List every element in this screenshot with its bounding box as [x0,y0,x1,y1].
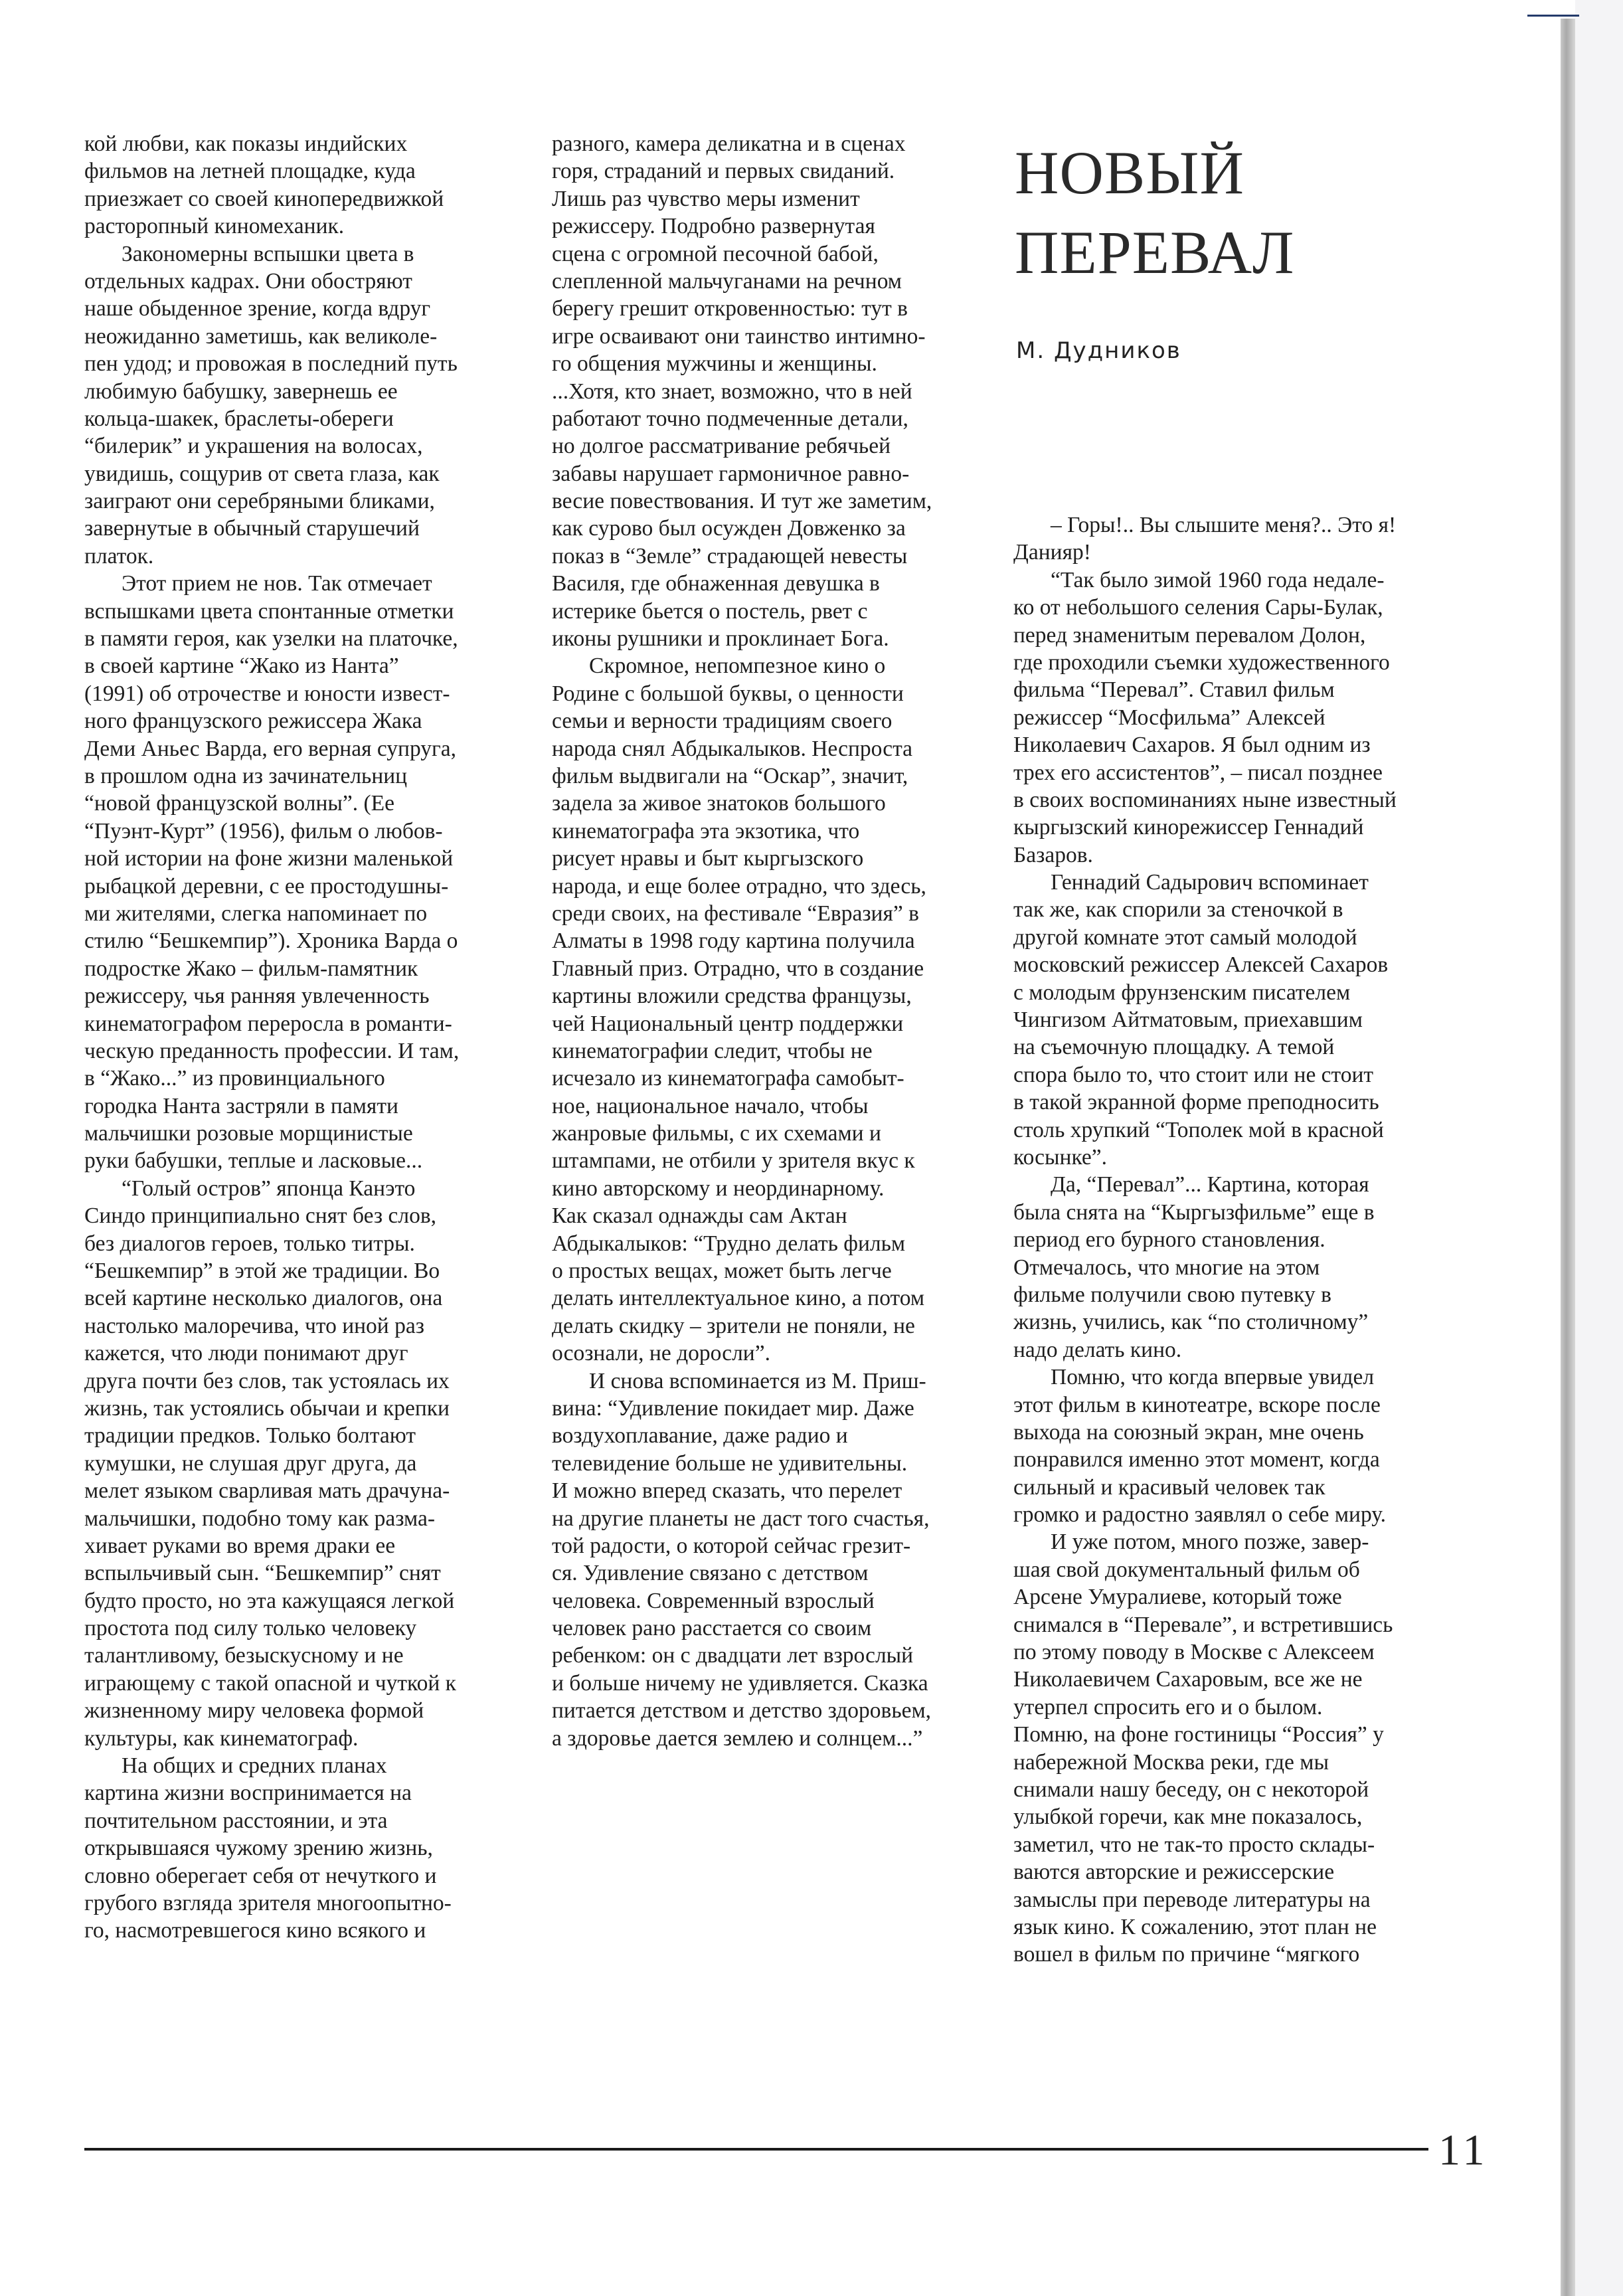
text-line: кинематографии следит, чтобы не [552,1038,873,1063]
text-line: кинематографа эта экзотика, что [552,818,860,843]
text-line: телевидение больше не удивительны. [552,1451,908,1476]
text-line: столь хрупкий “Тополек мой в красной [1013,1117,1384,1142]
text-line: громко и радостно заявлял о себе миру. [1013,1502,1387,1528]
text-line: подростке Жако – фильм-памятник [84,956,418,981]
text-line: простота под силу только человеку [84,1616,417,1641]
text-line: исчезало из кинематографа самобыт- [552,1066,904,1091]
text-line: платок. [84,543,154,569]
text-line: “билерик” и украшения на волосах, [84,434,423,459]
text-line: Василя, где обнаженная девушка в [552,571,880,596]
text-line: иконы рушники и проклинает Бога. [552,626,889,652]
text-line: этот фильм в кинотеатре, вскоре после [1013,1392,1381,1417]
text-line: рыбацкой деревни, с ее простодушны- [84,873,449,899]
text-line: берегу грешит откровенностью: тут в [552,296,908,321]
text-line: Николаевичем Сахаровым, все же не [1013,1667,1363,1692]
text-line: перед знаменитым перевалом Долон, [1013,622,1366,648]
text-column-2 [552,130,990,1752]
text-line: выхода на союзный экран, мне очень [1013,1419,1364,1445]
text-line: без диалогов героев, только титры. [84,1231,415,1256]
text-line: – Горы!.. Вы слышите меня?.. Это я! [1051,513,1397,537]
text-line: ного французского режиссера Жака [84,709,422,734]
text-line: в “Жако...” из провинциального [84,1066,385,1091]
text-line: а здоровье дается землею и солнцем...” [552,1725,923,1751]
text-line: словно оберегает себя от нечуткого и [84,1863,437,1888]
text-line: мальчишки, подобно тому как разма- [84,1506,436,1531]
text-line: на съемочную площадку. А темой [1013,1035,1335,1060]
text-line: приезжает со своей кинопередвижкой [84,186,444,211]
text-line: “новой французской волны”. (Ее [84,791,395,816]
text-line: ся. Удивление связано с детством [552,1561,869,1586]
text-line: Закономерны вспышки цвета в [122,241,414,266]
text-line: сильный и красивый человек так [1013,1474,1325,1500]
text-line: и больше ничему не удивляется. Сказка [552,1670,928,1696]
text-line: любимую бабушку, завернешь ее [84,379,398,404]
text-line: го общения мужчины и женщины. [552,351,877,377]
text-line: Помню, на фоне гостиницы “Россия” у [1013,1722,1384,1747]
text-line: пен удод; и провожая в последний путь [84,351,458,377]
text-line: настолько малоречива, что иной раз [84,1313,424,1338]
text-line: завернутые в обычный старушечий [84,516,420,541]
text-line: человека. Современный взрослый [552,1588,875,1613]
text-line: вина: “Удивление покидает мир. Даже [552,1395,914,1421]
text-line: кольца-шакек, браслеты-обереги [84,406,394,431]
text-line: всей картине несколько диалогов, она [84,1286,443,1311]
text-line: играющему с такой опасной и чуткой к [84,1670,456,1696]
text-line: жизнь, так устоялись обычаи и крепки [84,1395,450,1421]
page-number: 11 [1438,2126,1489,2174]
text-line: на другие планеты не даст того счастья, [552,1506,930,1531]
text-line: той радости, о которой сейчас грезит- [552,1533,911,1558]
text-line: Родине с большой буквы, о ценности [552,681,904,706]
text-line: ной истории на фоне жизни маленькой [84,846,454,871]
text-line: хивает руками во время драки ее [84,1533,396,1558]
text-line: истерике бьется о постель, рвет с [552,598,868,624]
text-line: картина жизни воспринимается на [84,1781,412,1806]
text-line: отдельных кадрах. Они обостряют [84,268,412,294]
text-line: делать интеллектуальное кино, а потом [552,1286,925,1311]
text-line: горя, страданий и первых свиданий. [552,159,895,184]
text-line: Николаевич Сахаров. Я был одним из [1013,733,1371,758]
text-line: Скромное, непомпезное кино о [589,654,886,679]
text-line: Этот прием не нов. Так отмечает [122,571,432,596]
text-line: талантливому, безыскусному и не [84,1643,404,1668]
text-line: Алматы в 1998 году картина получила [552,928,915,954]
text-line: другой комнате этот самый молодой [1013,925,1357,950]
text-line: “Бешкемпир” в этой же традиции. Во [84,1259,440,1284]
text-line: стилю “Бешкемпир”). Хроника Варда о [84,928,458,954]
page-spine-shadow [1561,19,1575,2296]
text-line: заиграют они серебряными бликами, [84,489,435,514]
text-line: язык кино. К сожалению, этот план не [1013,1914,1377,1939]
text-line: “Пуэнт-Курт” (1956), фильм о любов- [84,818,443,843]
text-line: “Голый остров” японца Канэто [122,1176,416,1201]
text-line: (1991) об отрочестве и юности извест- [84,681,450,706]
text-line: Геннадий Садырович вспоминает [1051,870,1369,895]
text-line: Помню, что когда впервые увидел [1051,1365,1375,1390]
text-line: кыргызский кинорежиссер Геннадий [1013,815,1364,840]
text-line: картины вложили средства французы, [552,984,912,1009]
text-line: была снята на “Кыргызфильме” еще в [1013,1199,1375,1225]
article-title-line-2: ПЕРЕВАЛ [1015,219,1295,286]
text-line: воздухоплавание, даже радио и [552,1423,848,1449]
text-line: забавы нарушает гармоничное равно- [552,461,910,486]
text-line: Как сказал однажды сам Актан [552,1203,847,1229]
text-line: Арсене Умуралиеве, который тоже [1013,1585,1342,1610]
text-line: жизнь, учились, как “по столичному” [1013,1310,1369,1335]
text-line: режиссеру. Подробно развернутая [552,214,875,239]
text-line: традиции предков. Только болтают [84,1423,416,1449]
text-line: но долгое рассматривание ребячьей [552,434,891,459]
text-line: семьи и верности традициям своего [552,709,893,734]
text-line: режиссеру, чья ранняя увлеченность [84,984,430,1009]
text-line: жизненному миру человека формой [84,1698,424,1723]
text-line: руки бабушки, теплые и ласковые... [84,1148,423,1174]
text-line: И можно вперед сказать, что перелет [552,1478,902,1504]
scan-artifact-line [1527,15,1579,17]
text-line: задела за живое знатоков большого [552,791,886,816]
text-line: слепленной мальчуганами на речном [552,268,902,294]
text-line: ческую преданность профессии. И там, [84,1038,460,1063]
text-line: фильмов на летней площадке, куда [84,159,416,184]
text-line: косынке”. [1013,1144,1108,1170]
text-line: замыслы при переводе литературы на [1013,1887,1371,1912]
text-line: в такой экранной форме преподносить [1013,1090,1379,1115]
text-line: Лишь раз чувство меры изменит [552,186,860,211]
text-line: друга почти без слов, так устоялась их [84,1368,450,1393]
text-line: кой любви, как показы индийских [84,132,408,156]
text-line: народа, и еще более отрадно, что здесь, [552,873,926,899]
text-column-1 [84,130,523,1945]
text-line: питается детством и детство здоровьем, [552,1698,932,1723]
text-line: московский режиссер Алексей Сахаров [1013,952,1389,978]
text-line: в своих воспоминаниях ныне известный [1013,787,1397,812]
text-line: Отмечалось, что многие на этом [1013,1255,1320,1280]
text-line: как сурово был осужден Довженко за [552,516,906,541]
text-line: делать скидку – зрители не поняли, не [552,1313,915,1338]
text-line: трех его ассистентов”, – писал позднее [1013,760,1383,785]
text-line: работают точно подмеченные детали, [552,406,908,431]
text-line: будто просто, но эта кажущаяся легкой [84,1588,455,1613]
text-line: ми жителями, слегка напоминает по [84,901,428,926]
text-line: чей Национальный центр поддержки [552,1011,904,1036]
text-line: Чингизом Айтматовым, приехавшим [1013,1008,1363,1033]
text-line: в своей картине “Жако из Нанта” [84,654,399,679]
text-line: штампами, не отбили у зрителя вкус к [552,1148,915,1174]
text-line: в прошлом одна из зачинательниц [84,763,408,788]
text-line: сцена с огромной песочной бабой, [552,241,879,266]
text-line: городка Нанта застряли в памяти [84,1093,398,1118]
text-line: неожиданно заметишь, как великоле- [84,323,438,349]
text-line: рисует нравы и быт кыргызского [552,846,864,871]
text-line: среди своих, на фестивале “Евразия” в [552,901,919,926]
text-line: шая свой документальный фильм об [1013,1557,1360,1582]
text-line: осознали, не доросли”. [552,1341,770,1366]
text-line: ребенком: он с двадцати лет взрослый [552,1643,914,1668]
text-line: вспыльчивый сын. “Бешкемпир” снят [84,1561,441,1586]
text-line: увидишь, сощурив от света глаза, как [84,461,440,486]
text-line: показ в “Земле” страдающей невесты [552,543,908,569]
text-line: Синдо принципиально снят без слов, [84,1203,437,1229]
text-line: Да, “Перевал”... Картина, которая [1051,1172,1369,1197]
text-line: почтительном расстоянии, и эта [84,1808,388,1833]
text-line: Абдыкалыков: “Трудно делать фильм [552,1231,906,1256]
text-line: открывшаяся чужому зрению жизнь, [84,1836,433,1861]
text-line: где проходили съемки художественного [1013,650,1390,675]
text-line: Базаров. [1013,842,1093,867]
text-line: режиссер “Мосфильма” Алексей [1013,705,1325,730]
footer-rule [84,2148,1428,2151]
text-line: ное, национальное начало, чтобы [552,1093,869,1118]
text-line: ...Хотя, кто знает, возможно, что в ней [552,379,912,404]
text-line: фильм выдвигали на “Оскар”, значит, [552,763,908,788]
text-line: грубого взгляда зрителя многоопытно- [84,1891,452,1915]
text-line: человек рано расстается со своим [552,1616,872,1641]
text-line: И снова вспоминается из М. Приш- [589,1368,926,1393]
text-line: Главный приз. Отрадно, что в создание [552,956,924,981]
text-line: с молодым фрунзенским писателем [1013,980,1351,1005]
text-line: народа снял Абдыкалыков. Неспроста [552,736,913,761]
text-line: снимался в “Перевале”, и встретившись [1013,1612,1393,1637]
text-line: вошел в фильм по причине “мягкого [1013,1942,1360,1967]
text-line: Деми Аньес Варда, его верная супруга, [84,736,457,761]
text-line: культуры, как кинематограф. [84,1725,359,1751]
text-line: надо делать кино. [1013,1337,1182,1362]
article-author: М. Дудников [1016,337,1181,364]
text-line: в памяти героя, как узелки на платочке, [84,626,458,652]
text-line: период его бурного становления. [1013,1227,1325,1253]
text-line: так же, как спорили за стеночкой в [1013,897,1343,923]
text-line: го, насмотревшегося кино всякого и [84,1918,426,1943]
text-line: фильма “Перевал”. Ставил фильм [1013,677,1335,703]
text-line: о простых вещах, может быть легче [552,1259,892,1284]
article-title-line-1: НОВЫЙ [1015,139,1244,207]
text-line: ко от небольшого селения Сары-Булак, [1013,595,1383,620]
text-line: разного, камера деликатна и в сценах [552,132,906,156]
text-line: кино авторскому и неординарному. [552,1176,885,1201]
text-line: по этому поводу в Москве с Алексеем [1013,1640,1375,1665]
text-line: кинематографом переросла в романти- [84,1011,452,1036]
text-line: жанровые фильмы, с их схемами и [552,1121,881,1146]
text-line: снимали нашу беседу, он с некоторой [1013,1777,1369,1802]
text-line: понравился именно этот момент, когда [1013,1447,1380,1472]
text-line: вспышками цвета спонтанные отметки [84,598,454,624]
text-line: улыбкой горечи, как мне показалось, [1013,1805,1363,1830]
text-line: кажется, что люди понимают друг [84,1341,408,1366]
text-line: наше обыденное зрение, когда вдруг [84,296,431,321]
text-line: набережной Москва реки, где мы [1013,1749,1329,1775]
text-line: утерпел спросить его и о былом. [1013,1694,1323,1720]
text-line: мальчишки розовые морщинистые [84,1121,413,1146]
text-line: На общих и средних планах [122,1753,387,1779]
text-line: весие повествования. И тут же заметим, [552,489,932,514]
article-title [1015,133,1294,292]
text-line: Данияр! [1013,540,1091,565]
text-line: мелет языком сварливая мать драчуна- [84,1478,450,1504]
text-line: спора было то, что стоит или не стоит [1013,1062,1374,1087]
text-line: игре осваивают они таинство интимно- [552,323,926,349]
scan-margin [1575,0,1623,2296]
text-line: расторопный киномеханик. [84,214,345,239]
text-line: “Так было зимой 1960 года недале- [1051,567,1385,592]
text-line: И уже потом, много позже, завер- [1051,1530,1369,1555]
text-line: фильме получили свою путевку в [1013,1282,1331,1307]
text-line: ваются авторские и режиссерские [1013,1860,1335,1885]
text-column-3 [1013,511,1452,1969]
text-line: кумушки, не слушая друг друга, да [84,1451,417,1476]
text-line: заметил, что не так-то просто склады- [1013,1832,1375,1857]
